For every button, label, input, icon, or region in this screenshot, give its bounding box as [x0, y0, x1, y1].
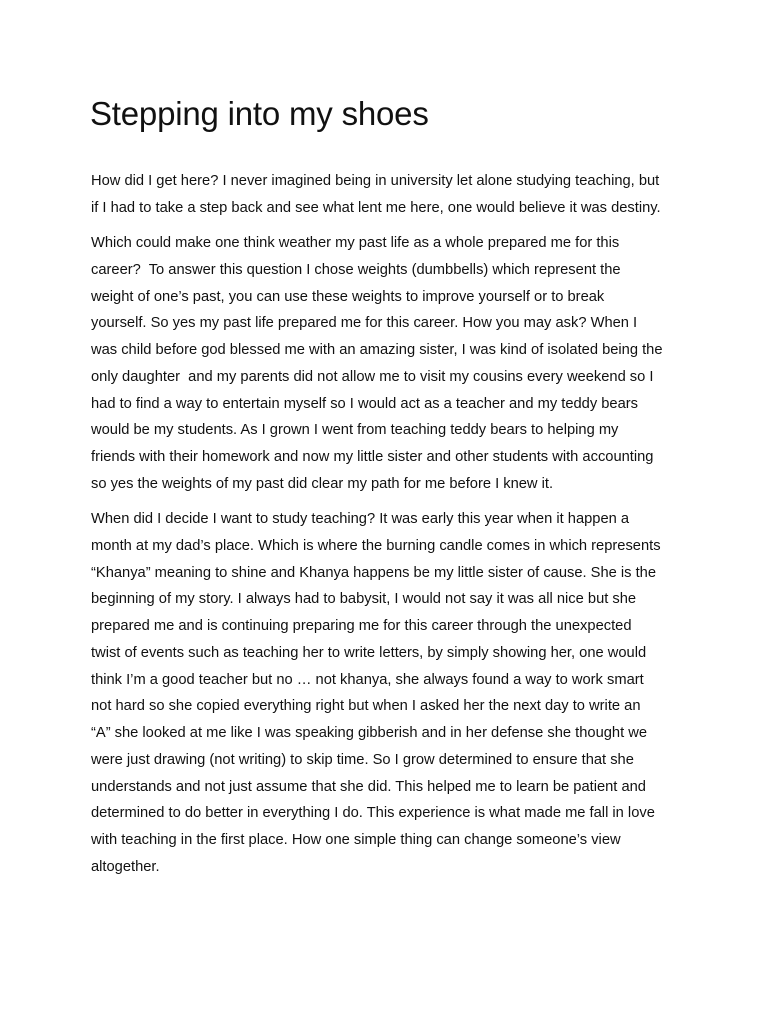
text-line: so yes the weights of my past did clear my path for me before I knew it. [91, 475, 554, 492]
text-line: “Khanya” meaning to shine and Khanya happens be my little sister of cause. She is the [91, 564, 656, 581]
text-line: not hard so she copied everything right but when I asked her the next day to write an [91, 698, 641, 715]
text-line: yourself. So yes my past life prepared me for this career. How you may ask? When I [91, 315, 638, 332]
text-line: weight of one’s past, you can use these weights to improve yourself or to break [91, 288, 605, 305]
text-line: with teaching in the first place. How one simple thing can change someone’s view [91, 832, 621, 848]
text-line: only daughter and my parents did not allow me to visit my cousins every weekend so I [91, 368, 654, 385]
text-line: had to find a way to entertain myself so I would act as a teacher and my teddy bears [91, 395, 639, 412]
document-body [91, 168, 691, 889]
text-line: would be my students. As I grown I went from teaching teddy bears to helping my [91, 422, 619, 439]
text-line: How did I get here? I never imagined being in university let alone studying teaching, but [91, 173, 660, 189]
paragraph-2 [91, 230, 691, 498]
text-line: month at my dad’s place. Which is where the burning candle comes in which represents [91, 537, 661, 554]
text-line: were just drawing (not writing) to skip time. So I grow determined to ensure that she [91, 751, 634, 768]
text-line: prepared me and is continuing preparing me for this career through the unexpected [91, 618, 632, 634]
text-line: beginning of my story. I always had to babysit, I would not say it was all nice but she [91, 591, 637, 608]
paragraph-3 [91, 506, 691, 881]
text-line: think I’m a good teacher but no … not khanya, she always found a way to work smart [91, 671, 644, 688]
text-line: twist of events such as teaching her to write letters, by simply showing her, one would [91, 644, 647, 661]
paragraph-1 [91, 168, 691, 222]
text-line: “A” she looked at me like I was speaking gibberish and in her defense she thought we [91, 725, 648, 741]
text-line: career? To answer this question I chose weights (dumbbells) which represent the [91, 261, 621, 278]
text-line: altogether. [91, 858, 160, 875]
text-line: understands and not just assume that she did. This helped me to learn be patient and [91, 778, 646, 795]
text-line: determined to do better in everything I do. This experience is what made me fall in love [91, 805, 655, 822]
document-title: Stepping into my shoes [90, 95, 429, 132]
text-line: was child before god blessed me with an amazing sister, I was kind of isolated being the [91, 342, 663, 358]
text-line: friends with their homework and now my little sister and other students with accounting [91, 449, 654, 465]
text-line: When did I decide I want to study teaching? It was early this year when it happen a [91, 511, 630, 527]
text-line: if I had to take a step back and see what lent me here, one would believe it was destiny. [91, 199, 661, 216]
text-line: Which could make one think weather my past life as a whole prepared me for this [91, 235, 620, 251]
